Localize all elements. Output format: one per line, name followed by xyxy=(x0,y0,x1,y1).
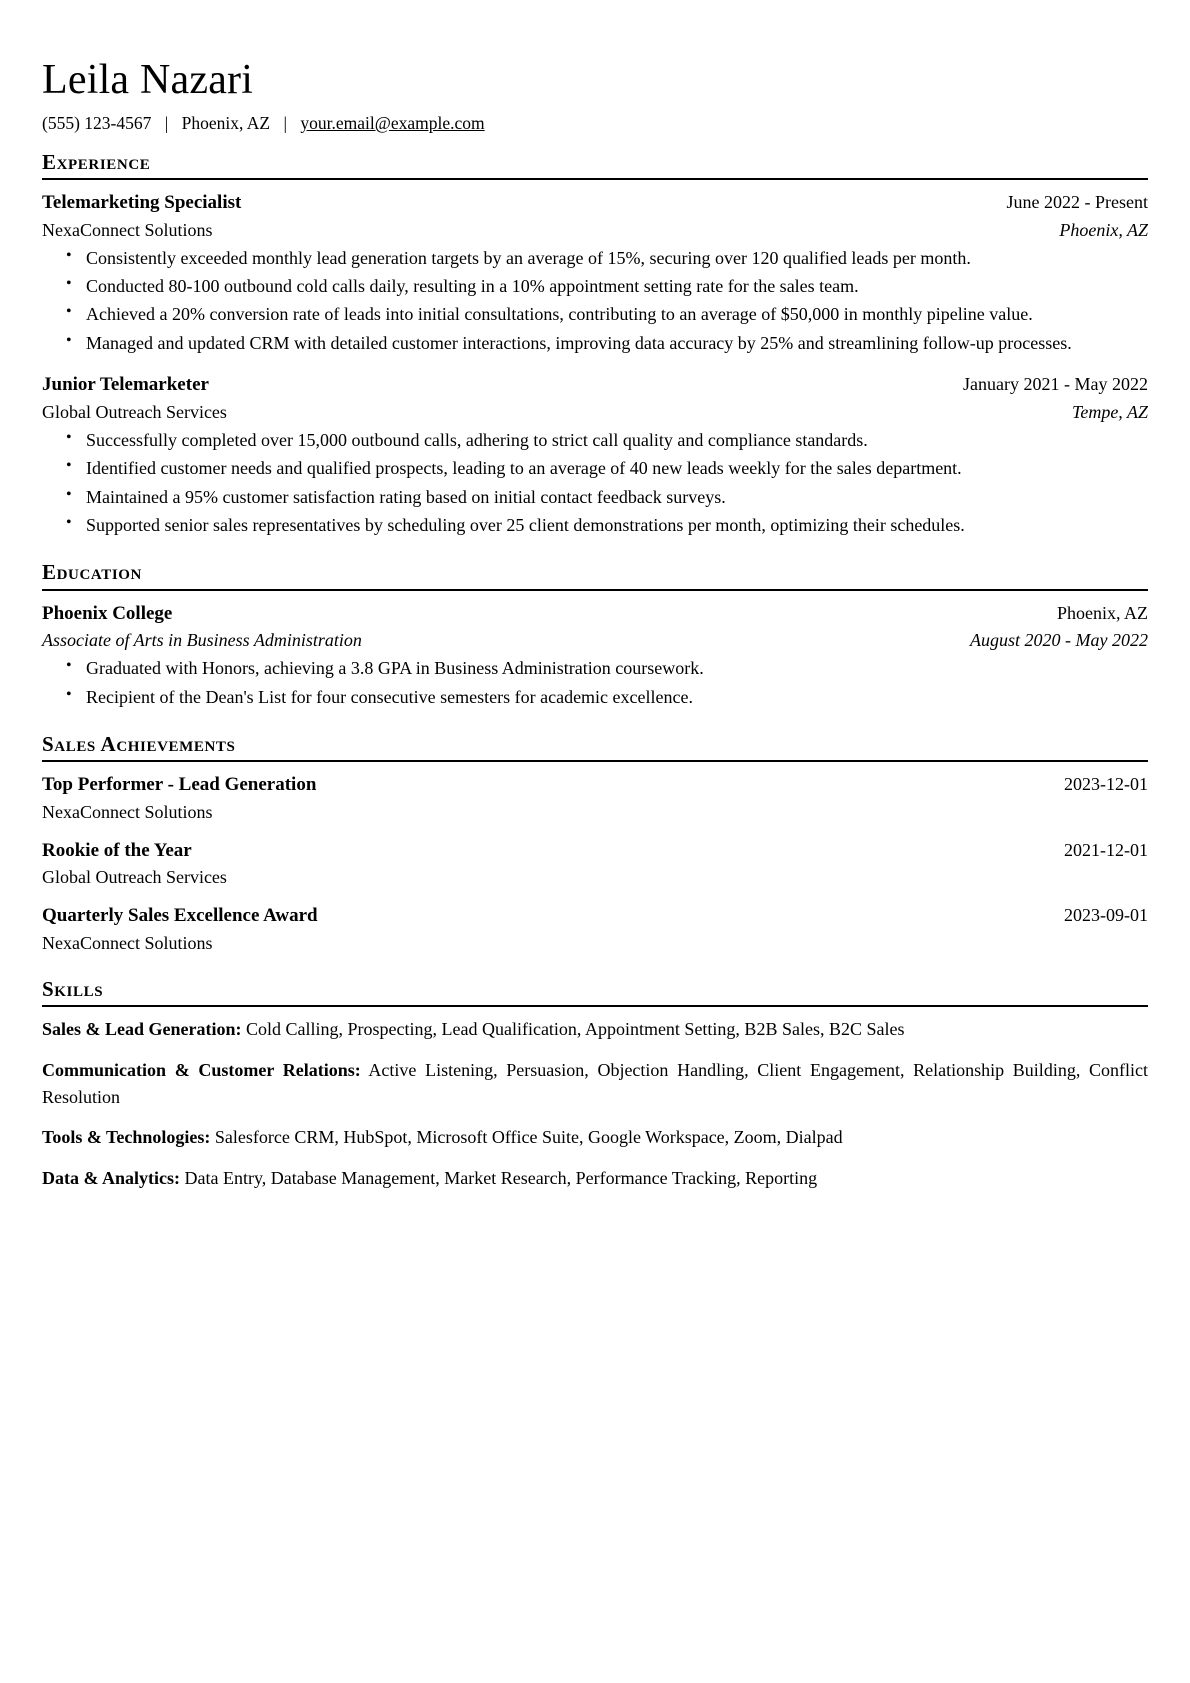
section-divider xyxy=(42,178,1148,180)
experience-title-row xyxy=(42,371,1148,399)
job-bullet: • Successfully completed over 15,000 outbound calls, adhering to strict call quality and compliance standards. xyxy=(66,427,1148,454)
contact-separator: | xyxy=(283,113,287,134)
experience-entry xyxy=(42,189,1148,357)
achievement-organization: NexaConnect Solutions xyxy=(42,801,213,822)
experience-company-row xyxy=(42,217,1148,243)
experience-company-row xyxy=(42,399,1148,425)
achievement-title-row xyxy=(42,837,1148,865)
job-bullet: • Supported senior sales representatives by scheduling over 25 client demonstrations per month, optimizing their schedules. xyxy=(66,512,1148,539)
skill-items: Cold Calling, Prospecting, Lead Qualification, Appointment Setting, B2B Sales, B2C Sales xyxy=(246,1019,905,1040)
degree-name: Associate of Arts in Business Administration xyxy=(42,630,362,651)
achievement-title-row xyxy=(42,902,1148,930)
job-bullet: • Managed and updated CRM with detailed customer interactions, improving data accuracy by 25% and streamlining follow-up processes. xyxy=(66,330,1148,357)
skill-group xyxy=(42,1165,1148,1192)
achievement-date: 2021-12-01 xyxy=(1064,839,1148,860)
job-bullet: • Consistently exceeded monthly lead generation targets by an average of 15%, securing over 120 qualified leads per month. xyxy=(66,245,1148,272)
achievement-date: 2023-09-01 xyxy=(1064,905,1148,926)
achievement-title: Quarterly Sales Excellence Award xyxy=(42,905,318,927)
section-heading-skills: Skills xyxy=(42,977,104,1002)
contact-line xyxy=(42,112,1148,135)
achievement-date: 2023-12-01 xyxy=(1064,774,1148,795)
skill-category: Sales & Lead Generation: xyxy=(42,1019,242,1040)
skill-items: Data Entry, Database Management, Market Research, Performance Tracking, Reporting xyxy=(184,1167,818,1188)
achievement-org-row xyxy=(42,864,1148,890)
section-experience xyxy=(42,149,1148,539)
job-title: Junior Telemarketer xyxy=(42,374,209,396)
email-link[interactable]: your.email@example.com xyxy=(300,113,485,134)
location-text: Phoenix, AZ xyxy=(181,113,271,134)
job-title: Telemarketing Specialist xyxy=(42,192,242,214)
job-location: Tempe, AZ xyxy=(1071,401,1148,422)
company-name: NexaConnect Solutions xyxy=(42,219,213,240)
experience-title-row xyxy=(42,189,1148,217)
skill-category: Communication & Customer Relations: xyxy=(42,1059,361,1080)
achievement-title-row xyxy=(42,771,1148,799)
job-location: Phoenix, AZ xyxy=(1059,219,1148,240)
education-degree-row xyxy=(42,627,1148,653)
achievement-title: Top Performer - Lead Generation xyxy=(42,774,317,796)
achievement-org-row xyxy=(42,930,1148,956)
education-bullet: • Graduated with Honors, achieving a 3.8 GPA in Business Administration coursework. xyxy=(66,655,1148,682)
section-divider xyxy=(42,760,1148,762)
section-divider xyxy=(42,589,1148,591)
job-dates: January 2021 - May 2022 xyxy=(963,374,1148,395)
section-skills xyxy=(42,976,1148,1192)
education-dates: August 2020 - May 2022 xyxy=(970,630,1148,651)
achievement-organization: Global Outreach Services xyxy=(42,867,227,888)
education-bullet: • Recipient of the Dean's List for four consecutive semesters for academic excellence. xyxy=(66,684,1148,711)
education-bullet-list xyxy=(42,655,1148,711)
candidate-name: Leila Nazari xyxy=(42,57,254,103)
section-divider xyxy=(42,1005,1148,1007)
phone-number: (555) 123-4567 xyxy=(42,113,152,134)
section-heading-achievements: Sales Achievements xyxy=(42,731,236,756)
company-name: Global Outreach Services xyxy=(42,401,227,422)
skill-category: Data & Analytics: xyxy=(42,1167,180,1188)
school-name: Phoenix College xyxy=(42,602,173,624)
experience-entry xyxy=(42,371,1148,539)
skill-group xyxy=(42,1016,1148,1043)
education-entry xyxy=(42,600,1148,711)
school-location: Phoenix, AZ xyxy=(1056,602,1148,623)
achievement-title: Rookie of the Year xyxy=(42,839,192,861)
section-heading-experience: Experience xyxy=(42,149,151,174)
section-heading-education: Education xyxy=(42,560,142,585)
job-bullet: • Achieved a 20% conversion rate of leads into initial consultations, contributing to an average of $50,000 in monthly pipeline value. xyxy=(66,301,1148,328)
job-bullet: • Identified customer needs and qualified prospects, leading to an average of 40 new leads weekly for the sales department. xyxy=(66,455,1148,482)
job-bullet-list xyxy=(42,245,1148,357)
achievement-entry xyxy=(42,771,1148,825)
job-bullet: • Maintained a 95% customer satisfaction rating based on initial contact feedback surveys. xyxy=(66,484,1148,511)
skill-group xyxy=(42,1057,1148,1112)
skill-group xyxy=(42,1124,1148,1151)
education-school-row xyxy=(42,600,1148,628)
job-dates: June 2022 - Present xyxy=(1006,192,1148,213)
skill-category: Tools & Technologies: xyxy=(42,1127,211,1148)
job-bullet-list xyxy=(42,427,1148,539)
achievement-organization: NexaConnect Solutions xyxy=(42,932,213,953)
achievement-entry xyxy=(42,902,1148,956)
job-bullet: • Conducted 80-100 outbound cold calls daily, resulting in a 10% appointment setting rate for the sales team. xyxy=(66,273,1148,300)
achievement-entry xyxy=(42,837,1148,891)
achievement-org-row xyxy=(42,799,1148,825)
contact-separator: | xyxy=(164,113,169,134)
resume-header xyxy=(42,58,1148,135)
section-education xyxy=(42,559,1148,711)
skill-items: Salesforce CRM, HubSpot, Microsoft Office Suite, Google Workspace, Zoom, Dialpad xyxy=(214,1127,843,1148)
section-achievements xyxy=(42,731,1148,956)
skill-items: Active Listening, Persuasion, Objection Handling, Client Engagement, Relationship Building, Conflict Resolution xyxy=(42,1059,1148,1107)
